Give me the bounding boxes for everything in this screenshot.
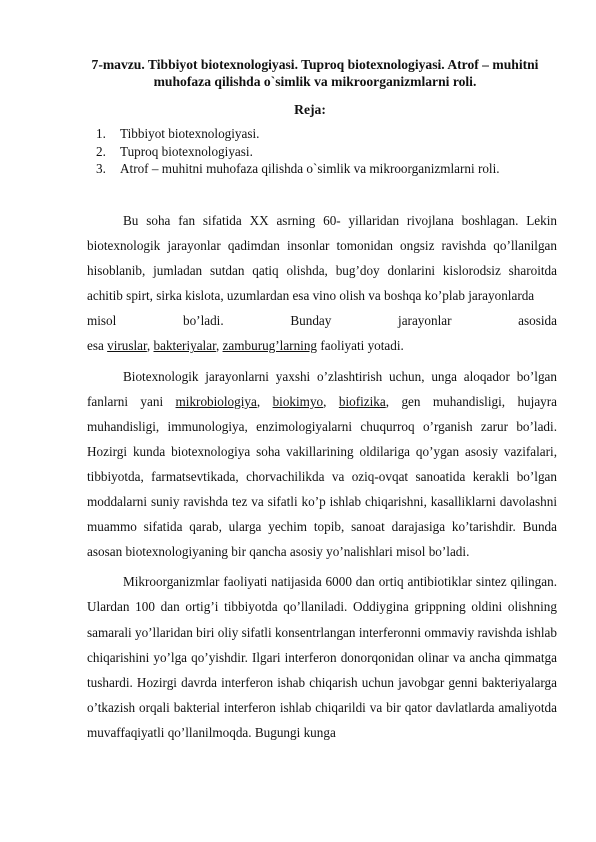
plan-item <box>96 143 500 161</box>
paragraph-3-text: Mikroorganizmlar faoliyati natijasida 6000 dan ortiq antibiotiklar sintez qilingan. Ulardan 100 dan ortig’i tibbiyotda qo’llaniladi. Oddiygina grippning oldini olishning samarali yo’llaridan biri oliy sifatli konsentrlangan interferonni ommaviy ravishda ishlab chiqarishini yo’lga qo’yishdir. Ilgari interferon donorqonidan olinar va ancha qimmatga tushardi. Hozirgi davrda interferon ishab chiqarish uchun javobgar genni bakteriyalarga o’tkazish orqali bakterial interferon ishlab chiqarildi va bir qator davlatlarda amaliyotda muvaffaqiyatli qo’llanilmoqda. Bugungi kunga <box>87 574 557 740</box>
paragraph-1-tail-end: faoliyati yotadi. <box>317 338 404 354</box>
plan-item-number: 3. <box>96 161 106 176</box>
link-bakteriyalar[interactable]: bakteriyalar <box>153 338 216 354</box>
paragraph-1-tail-start: esa <box>87 338 108 354</box>
plan-item-number: 2. <box>96 143 106 159</box>
title-line-1: 7-mavzu. Tibbiyot biotexnologiyasi. Tuproq biotexnologiyasi. Atrof – muhitni <box>91 57 539 72</box>
plan-heading: Reja: <box>294 102 326 117</box>
paragraph-1 <box>87 208 557 333</box>
separator: , <box>256 393 273 409</box>
plan-item <box>96 160 500 178</box>
plan-item-number: 1. <box>96 126 106 141</box>
separator: , <box>146 338 154 354</box>
link-zamburuglarning[interactable]: zamburug’larning <box>222 338 318 354</box>
link-biokimyo[interactable]: biokimyo <box>272 393 324 409</box>
paragraph-3 <box>87 569 557 745</box>
paragraph-1-text: Bu soha fan sifatida XX asrning 60- yillaridan rivojlana boshlagan. Lekin biotexnologik jarayonlar qadimdan insonlar tomonidan ongsiz ravishda qo’llanilgan hisoblanib, jumladan sutdan qatiq olishda, bug’doy donlarini kislorodsiz sharoitda achitib spirt, sirka kislota, uzumlardan esa vino olish va boshqa ko’plab jarayonlarda <box>87 213 557 304</box>
plan-item <box>96 125 500 143</box>
link-biofizika[interactable]: biofizika <box>338 393 386 409</box>
plan-item-text: Atrof – muhitni muhofaza qilishda o`simlik va mikroorganizmlarni roli. <box>120 161 500 176</box>
plan-list <box>96 125 500 178</box>
document-body <box>87 208 557 750</box>
separator: , <box>323 393 339 409</box>
paragraph-2 <box>87 364 557 565</box>
separator: , <box>215 338 223 354</box>
title-line-2: muhofaza qilishda o`simlik va mikroorganizmlarni roli. <box>153 74 477 89</box>
paragraph-1-justified-line: misol bo’ladi. Bunday jarayonlar asosida <box>87 313 557 329</box>
document-title <box>80 56 550 90</box>
plan-item-text: Tuproq biotexnologiyasi. <box>120 143 253 159</box>
paragraph-2-text-b: , gen muhandisligi, hujayra muhandisligi, immunologiya, enzimologiyalarni chuqurroq o’rganish zarur bo’ladi. Hozirgi kunda biotexnologiya soha vakillarining oldilariga qo’ygan asosiy vazifalari, tibbiyotda, farmatsevtikada, chorvachilikda va oziq-ovqat sanoatida kerakli bo’lgan moddalarni suniy ravishda tez va sifatli ko’p ishlab chiqarishni, kasalliklarni davolashni muammo sifatida qarab, ularga yechim topib, sanoat darajasiga ko’tarishdir. Bunda asosan biotexnologiyaning bir qancha asosiy yo’nalishlari misol bo’ladi. <box>87 393 558 560</box>
link-mikrobiologiya[interactable]: mikrobiologiya <box>175 393 257 409</box>
link-viruslar[interactable]: viruslar <box>107 338 147 354</box>
paragraph-2-text-a: Biotexnologik jarayonlarni yaxshi o’zlashtirish uchun, unga aloqador bo’lgan fanlarni yani <box>87 368 557 409</box>
plan-item-text: Tibbiyot biotexnologiyasi. <box>120 126 260 141</box>
paragraph-1-end <box>87 333 557 358</box>
